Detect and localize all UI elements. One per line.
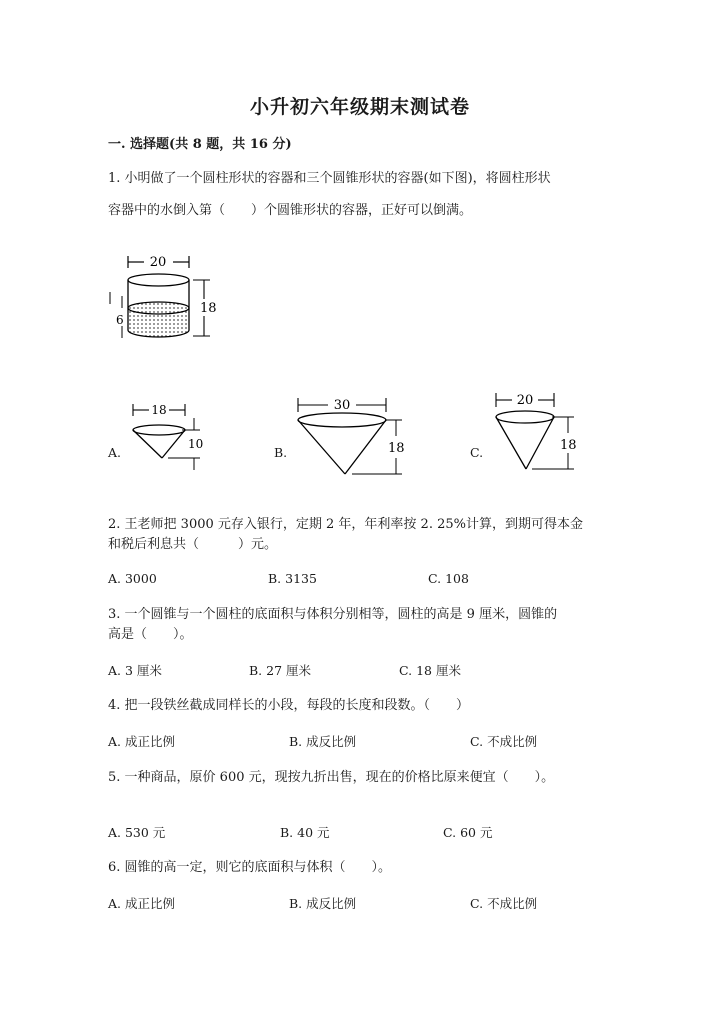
page-title: 小升初六年级期末测试卷 [249,96,470,118]
cone-b-height: 18 [388,441,405,456]
question-6-option-a[interactable]: A. 成正比例 [108,896,175,911]
cylinder-figure [100,250,220,350]
question-2-option-a[interactable]: A. 3000 [108,571,157,586]
question-3-option-a[interactable]: A. 3 厘米 [108,663,162,678]
cylinder-height-label: 18 [200,301,217,316]
cone-b-figure [290,392,420,482]
cone-b-label: B. [274,445,288,460]
question-2-line-1: 2. 王老师把 3000 元存入银行，定期 2 年，年利率按 2. 25%计算，到期可得本金 [108,517,583,532]
cone-c-height: 18 [560,438,577,453]
question-5-option-c[interactable]: C. 60 元 [443,825,493,840]
question-1-line-1: 1. 小明做了一个圆柱形状的容器和三个圆锥形状的容器(如下图)，将圆柱形状 [108,171,551,186]
question-3-line-1: 3. 一个圆锥与一个圆柱的底面积与体积分别相等，圆柱的高是 9 厘米，圆锥的 [108,607,558,622]
cone-b-diameter: 30 [333,398,351,413]
question-2-option-c[interactable]: C. 108 [428,571,469,586]
question-3-line-2: 高是（ ）。 [108,627,193,642]
cylinder-water-label: 6 [116,313,124,327]
question-6-option-b[interactable]: B. 成反比例 [289,896,357,911]
question-5-option-b[interactable]: B. 40 元 [280,825,330,840]
question-3-option-c[interactable]: C. 18 厘米 [399,663,461,678]
cone-a-height: 10 [188,437,204,451]
question-6-line-1: 6. 圆锥的高一定，则它的底面积与体积（ ）。 [108,860,392,875]
question-2-line-2: 和税后利息共（ ）元。 [108,537,278,552]
cone-a-diameter: 18 [151,403,167,417]
question-6-option-c[interactable]: C. 不成比例 [470,896,538,911]
question-4-line-1: 4. 把一段铁丝截成同样长的小段，每段的长度和段数。（ ） [108,698,470,713]
cone-c-label: C. [470,445,484,460]
cone-a-label: A. [108,445,122,460]
cone-c-diameter: 20 [516,393,534,408]
cylinder-diameter-label: 20 [149,255,167,270]
question-4-option-c[interactable]: C. 不成比例 [470,734,538,749]
question-4-option-b[interactable]: B. 成反比例 [289,734,357,749]
section-heading: 一. 选择题(共 8 题，共 16 分) [108,137,292,152]
question-1-line-2: 容器中的水倒入第（ ）个圆锥形状的容器，正好可以倒满。 [108,203,473,218]
question-4-option-a[interactable]: A. 成正比例 [108,734,175,749]
cone-a-figure [128,400,218,472]
question-2-option-b[interactable]: B. 3135 [268,571,317,586]
question-3-option-b[interactable]: B. 27 厘米 [249,663,312,678]
question-5-option-a[interactable]: A. 530 元 [108,825,166,840]
cone-c-figure [488,387,588,477]
question-5-line-1: 5. 一种商品，原价 600 元，现按九折出售，现在的价格比原来便宜（ ）。 [108,770,555,785]
